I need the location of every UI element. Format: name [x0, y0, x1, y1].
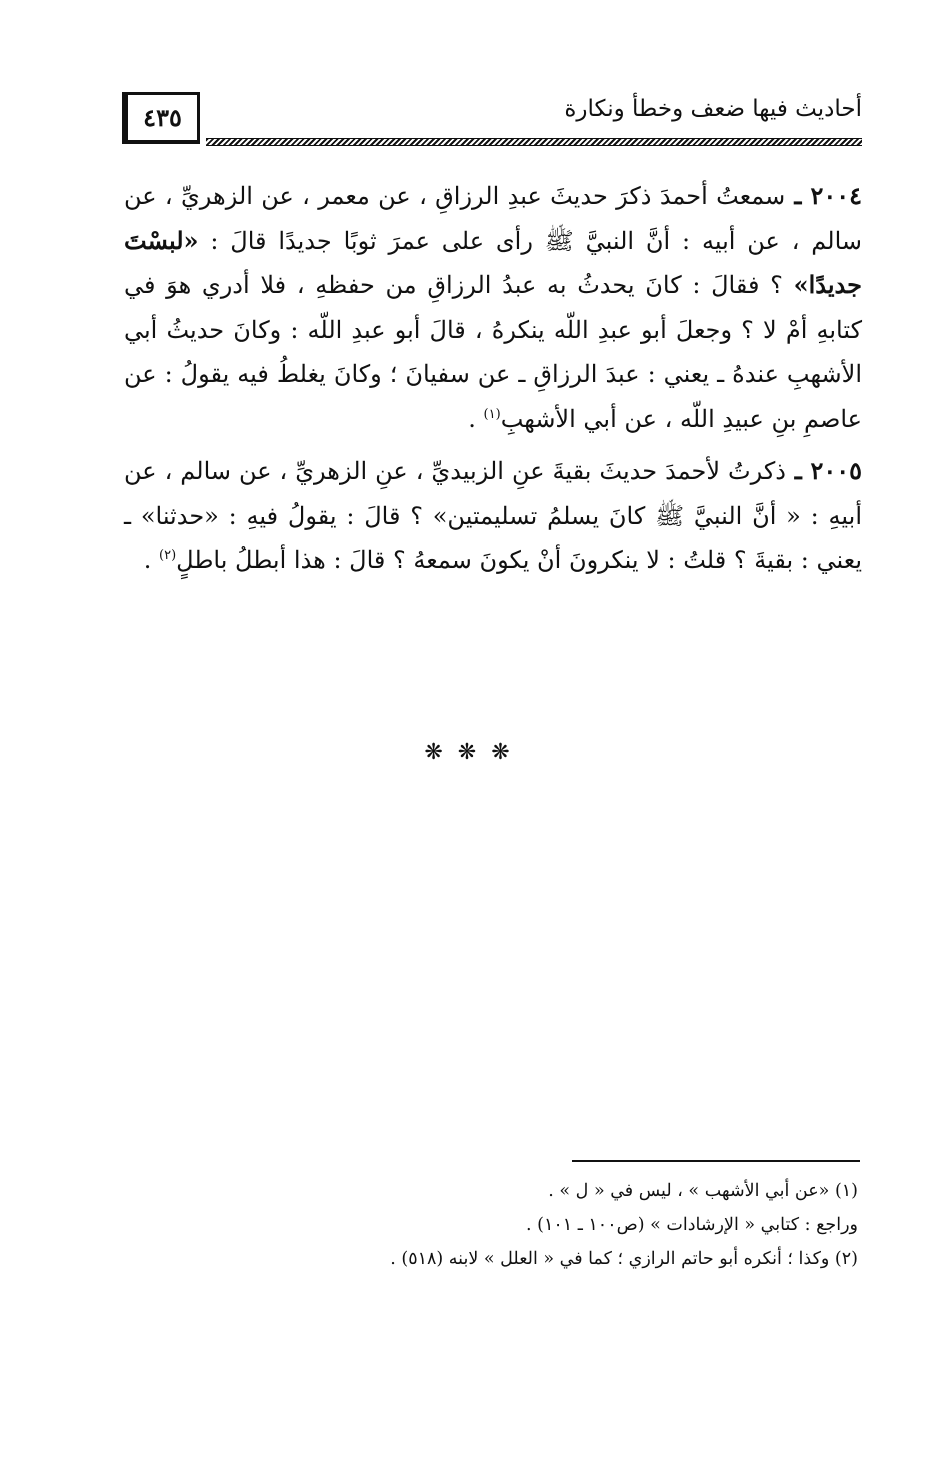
header-rule [206, 138, 862, 146]
hadith-dash: ـ [785, 181, 811, 210]
hadith-bold-quote: «لبسْتَ جديدًا» [124, 225, 862, 299]
running-title: أحاديث فيها ضعف وخطأ ونكارة [564, 96, 862, 122]
hadith-end: . [468, 404, 484, 433]
footnote-ref-1[interactable]: (١) [483, 406, 501, 422]
hadith-number: ٢٠٠٤ [810, 181, 862, 210]
footnote-rule [572, 1160, 860, 1162]
hadith-dash: ـ [786, 456, 811, 485]
hadith-number: ٢٠٠٥ [810, 456, 863, 485]
footnote-ref-2[interactable]: (٢) [159, 548, 177, 563]
main-text [124, 174, 862, 583]
footnote-2: (٢) وكذا ؛ أنكره أبو حاتم الرازي ؛ كما في « العلل » لابنه (٥١٨) . [390, 1249, 858, 1269]
hadith-text: سمعتُ أحمدَ ذكرَ حديثَ عبدِ الرزاقِ ، عن معمر ، عن الزهريِّ ، عن سالم ، عن أبيه : أنَّ النبيَّ ﷺ رأى على عمرَ ثوبًا جديدًا قالَ : [124, 182, 863, 255]
hadith-text: ذكرتُ لأحمدَ حديثَ بقيةَ عنِ الزبيديِّ ، عنِ الزهريِّ ، عن سالم ، عن أبيهِ : « أنَّ النبيَّ ﷺ كانَ يسلمُ تسليمتين» ؟ قالَ : يقولُ فيهِ : «حدثنا» ـ يعني : بقيةَ ؟ قلتُ : لا ينكرونَ أنْ يكونَ سمعهُ ؟ قالَ : هذا أبطلُ باطلٍ [124, 457, 862, 574]
section-separator: ❋ ❋ ❋ [424, 740, 514, 765]
footnote-1-continued: وراجع : كتابي « الإرشادات » (ص١٠٠ ـ ١٠١) . [525, 1215, 858, 1235]
hadith-end: . [143, 546, 160, 574]
page-number-box [122, 92, 200, 144]
footnotes [200, 1174, 858, 1276]
hadith-2004 [124, 174, 862, 441]
footnote-1: (١) «عن أبي الأشهب » ، ليس في « ل » . [548, 1181, 858, 1201]
hadith-text-continued: ؟ فقالَ : كانَ يحدثُ به عبدُ الرزاقِ من حفظهِ ، فلا أدري هوَ في كتابهِ أمْ لا ؟ وجعلَ أبو عبدِ اللّه ينكرهُ ، قالَ أبو عبدِ اللّه : وكانَ حديثُ أبي الأشهبِ عندهُ ـ يعني : عبدَ الرزاقِ ـ عن سفيانَ ؛ وكانَ يغلطُ فيه يقولُ : عن عاصمِ بنِ عبيدِ اللّه ، عن أبي الأشهبِ [124, 271, 863, 433]
page-number: ٤٣٥ [143, 103, 182, 132]
hadith-2005 [124, 449, 862, 583]
page-header [122, 92, 862, 148]
